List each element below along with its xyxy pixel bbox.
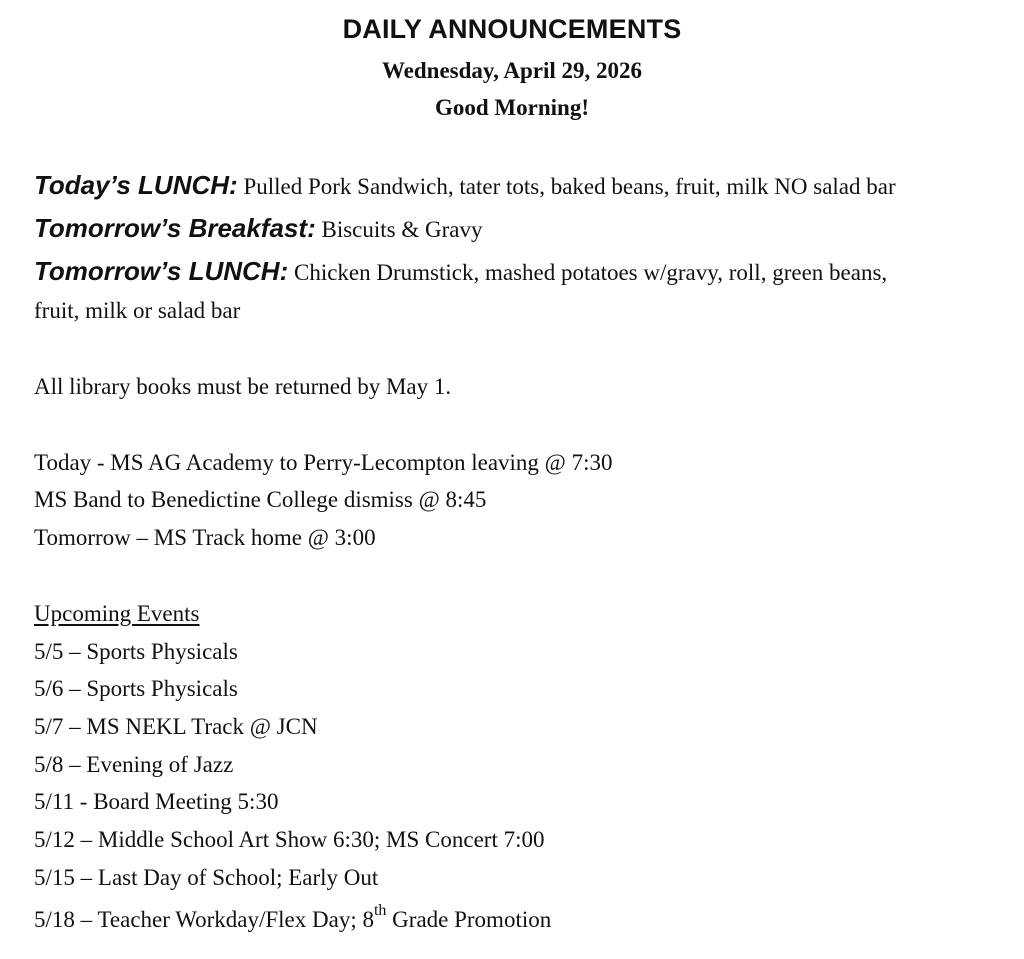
tomorrow-breakfast-text: Biscuits & Gravy	[321, 217, 483, 242]
event-item: 5/5 – Sports Physicals	[34, 639, 238, 664]
event-item: 5/12 – Middle School Art Show 6:30; MS Concert 7:00	[34, 827, 545, 852]
event-item: 5/7 – MS NEKL Track @ JCN	[34, 714, 318, 739]
event-last-suffix: Grade Promotion	[386, 907, 552, 932]
event-item: 5/11 - Board Meeting 5:30	[34, 789, 279, 814]
tomorrow-lunch-line	[34, 256, 994, 288]
today-lunch-text: Pulled Pork Sandwich, tater tots, baked beans, fruit, milk NO salad bar	[243, 174, 896, 199]
schedule-item: Tomorrow – MS Track home @ 3:00	[34, 525, 376, 550]
page-title: DAILY ANNOUNCEMENTS	[342, 14, 682, 44]
schedule-item: MS Band to Benedictine College dismiss @ 8:45	[34, 487, 487, 512]
upcoming-events-heading-text: Upcoming Events	[34, 601, 200, 626]
schedule-item: Today - MS AG Academy to Perry-Lecompton leaving @ 7:30	[34, 450, 613, 475]
event-last-superscript: th	[373, 902, 387, 920]
event-item: 5/6 – Sports Physicals	[34, 676, 238, 701]
event-last-prefix: 5/18 – Teacher Workday/Flex Day; 8	[34, 907, 374, 932]
greeting: Good Morning!	[435, 95, 589, 120]
tomorrow-breakfast-label: Tomorrow’s Breakfast:	[34, 213, 316, 243]
event-item: 5/15 – Last Day of School; Early Out	[34, 865, 379, 890]
today-lunch-line	[34, 170, 994, 202]
event-item: 5/8 – Evening of Jazz	[34, 752, 234, 777]
today-lunch-label: Today’s LUNCH:	[34, 170, 238, 200]
event-item-last	[34, 902, 994, 935]
date-line: Wednesday, April 29, 2026	[381, 58, 643, 83]
tomorrow-lunch-text: Chicken Drumstick, mashed potatoes w/gravy, roll, green beans,	[293, 260, 888, 285]
library-notice: All library books must be returned by May 1.	[34, 374, 452, 399]
tomorrow-lunch-label: Tomorrow’s LUNCH:	[34, 256, 289, 286]
upcoming-events-heading	[34, 599, 994, 629]
tomorrow-lunch-line-2: fruit, milk or salad bar	[34, 298, 241, 323]
tomorrow-breakfast-line	[34, 213, 994, 245]
